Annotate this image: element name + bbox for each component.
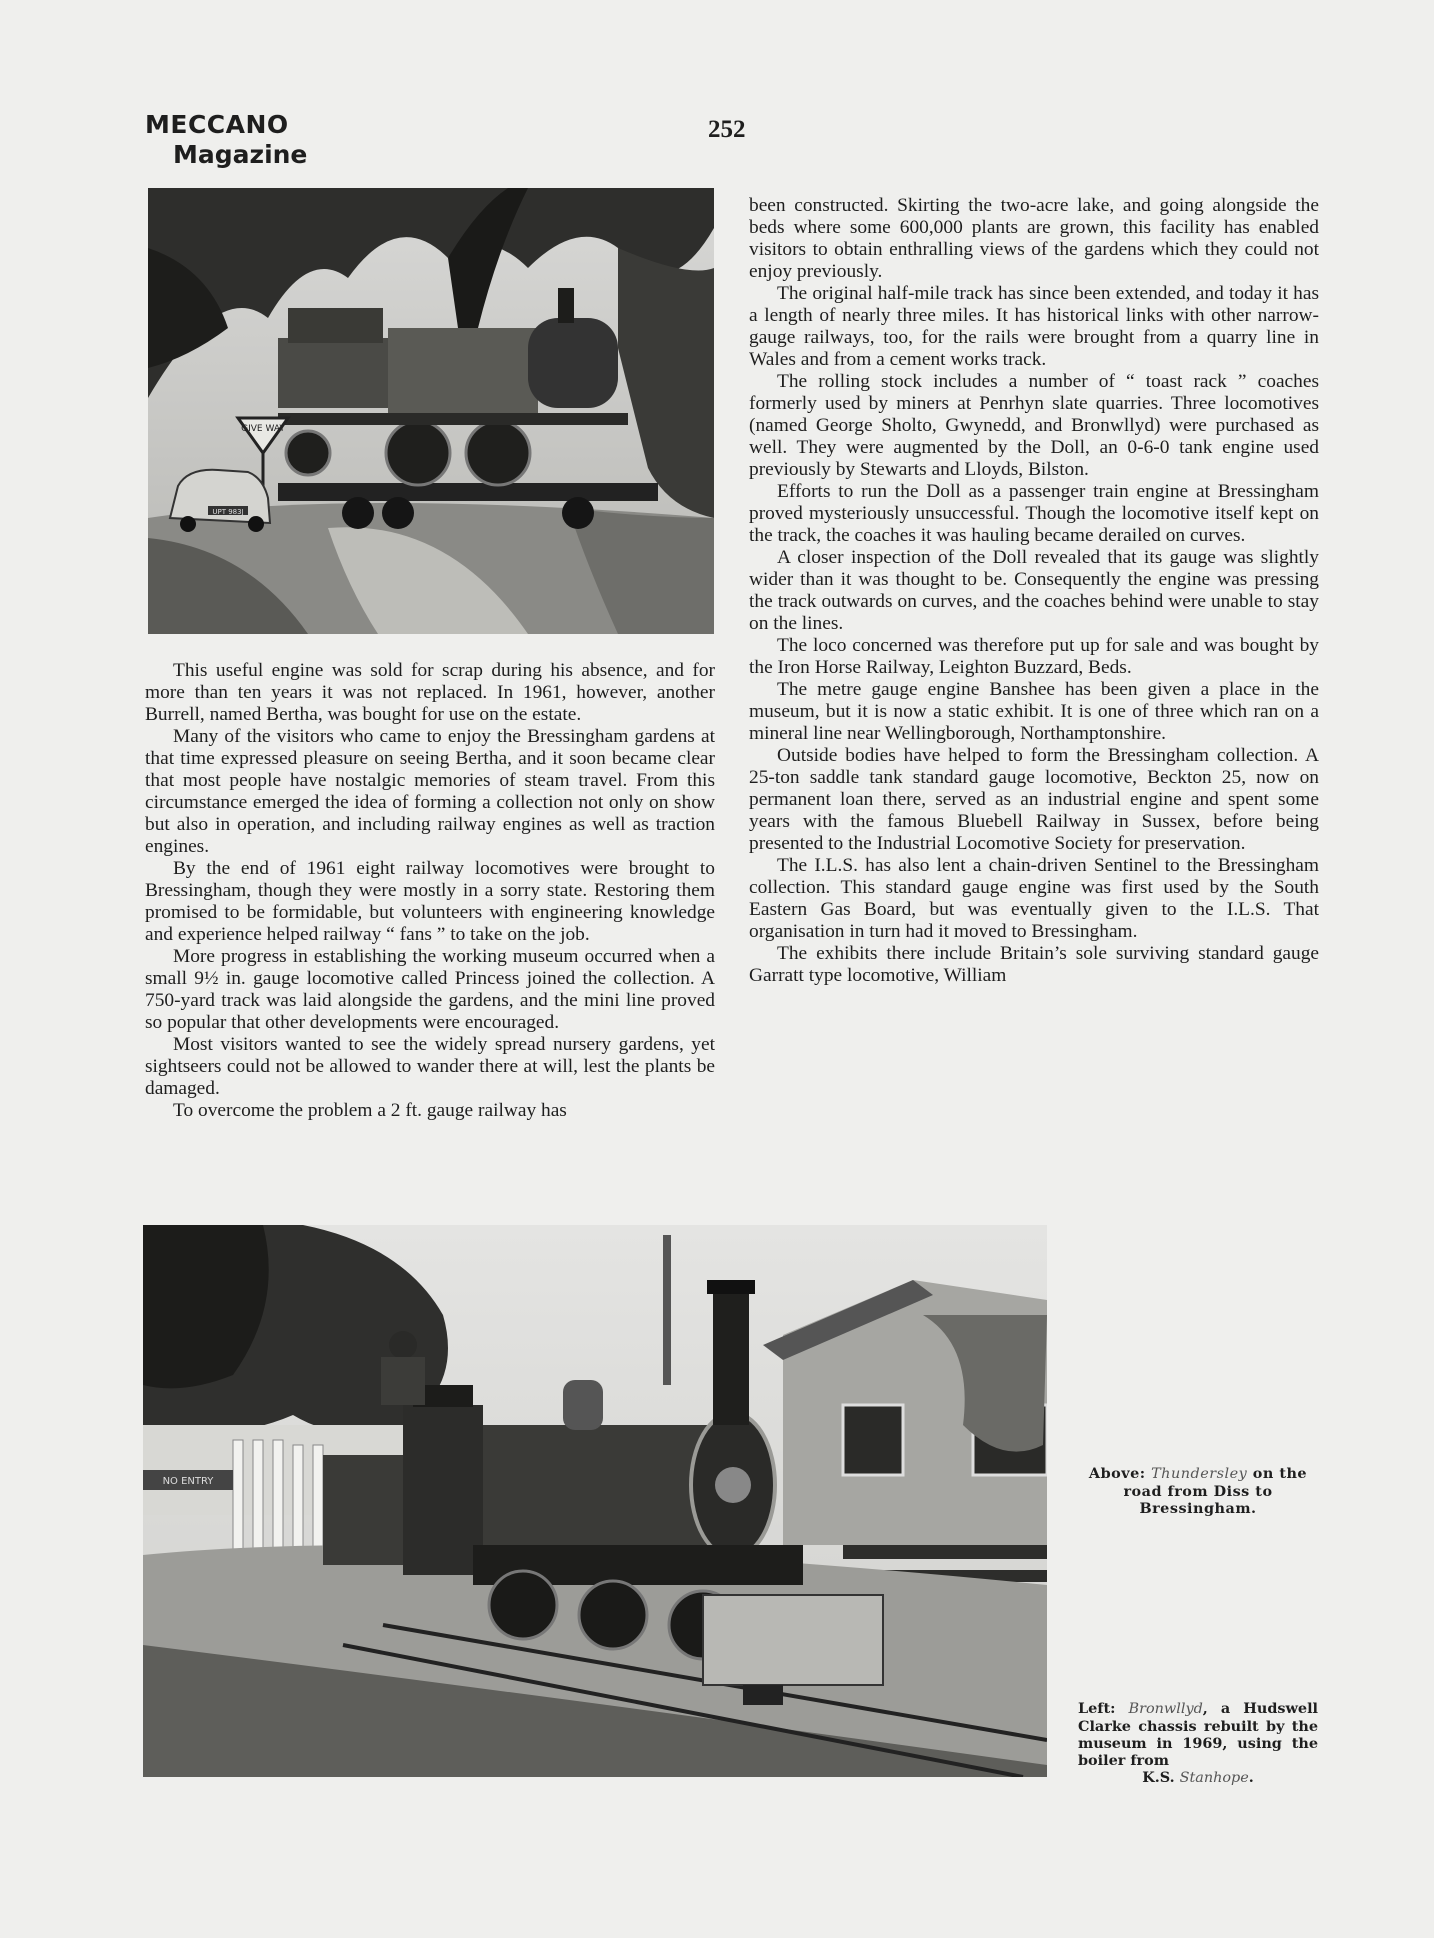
number-plate: UPT 983J [212,508,244,516]
paragraph: A closer inspection of the Doll revealed that its gauge was slightly wider than it was thought to be. Consequently the engine was pressing the track outwards on curves, and the coaches behind were unable to stay on the lines. [749,547,1319,634]
caption-left-last-name: Stanhope [1179,1770,1249,1786]
left-column [145,660,715,1122]
caption-above-prefix: Above: [1088,1465,1146,1482]
right-column [749,195,1319,987]
masthead-subtitle: Magazine [173,140,308,169]
no-entry-sign-text: NO ENTRY [162,1476,214,1487]
paragraph: been constructed. Skirting the two-acre lake, and going alongside the beds where some 600,000 plants are grown, this facility has enabled visitors to obtain enthralling views of the gardens which they could not enjoy previously. [749,195,1319,282]
caption-left-name: Bronwllyd [1128,1701,1203,1717]
caption-above-text: on the road from Diss to Bressingham. [1123,1465,1308,1517]
caption-left-last-prefix: K.S. [1142,1769,1175,1786]
paragraph: More progress in establishing the working museum occurred when a small 9½ in. gauge locomotive called Princess joined the collection. A 750-yard track was laid alongside the gardens, and the mini line proved so popular that other developments were encouraged. [145,946,715,1033]
paragraph: This useful engine was sold for scrap during his absence, and for more than ten years it was not replaced. In 1961, however, another Burrell, named Bertha, was bought for use on the estate. [145,660,715,725]
paragraph: By the end of 1961 eight railway locomotives were brought to Bressingham, though they were mostly in a sorry state. Restoring them promised to be formidable, but volunteers with engineering knowledge and experience helped railway “ fans ” to take on the job. [145,858,715,945]
paragraph: The exhibits there include Britain’s sole surviving standard gauge Garratt type locomotive, William [749,943,1319,986]
paragraph: The rolling stock includes a number of “ toast rack ” coaches formerly used by miners at Penrhyn slate quarries. Three locomotives (named George Sholto, Gwynedd, and Bronwllyd) were purchased as well. They were augmented by the Doll, an 0-6-0 tank engine used previously by Stewarts and Lloyds, Bilston. [749,371,1319,480]
paragraph: To overcome the problem a 2 ft. gauge railway has [173,1100,567,1121]
caption-left-last-line [1078,1769,1318,1787]
paragraph: Efforts to run the Doll as a passenger train engine at Bressingham proved mysteriously unsuccessful. Though the locomotive itself kept on the track, the coaches it was hauling became derailed on curves. [749,481,1319,546]
give-way-sign-text: GIVE WAY [241,424,285,434]
caption-above-name: Thundersley [1151,1466,1248,1482]
caption-left [1078,1700,1318,1787]
caption-left-prefix: Left: [1078,1700,1116,1717]
caption-left-text: , a Hudswell Clarke chassis rebuilt by the museum in 1969, using the boiler from [1078,1700,1318,1769]
paragraph: The I.L.S. has also lent a chain-driven Sentinel to the Bressingham collection. This standard gauge engine was first used by the South Eastern Gas Board, but was eventually given to the I.L.S. That organisation in turn had it moved to Bressingham. [749,855,1319,942]
photo-thundersley-on-road [148,188,714,634]
paragraph: Outside bodies have helped to form the Bressingham collection. A 25-ton saddle tank standard gauge locomotive, Beckton 25, now on permanent loan there, served as an industrial engine and spent some years with the famous Bluebell Railway in Sussex, before being presented to the Industrial Locomotive Society for preservation. [749,745,1319,854]
photo-bronwllyd-locomotive [143,1225,1047,1777]
paragraph: Most visitors wanted to see the widely spread nursery gardens, yet sightseers could not be allowed to wander there at will, lest the plants be damaged. [145,1034,715,1099]
paragraph: The original half-mile track has since been extended, and today it has a length of nearly three miles. It has historical links with other narrow-gauge railways, too, for the rails were brought from a quarry line in Wales and from a cement works track. [749,283,1319,370]
paragraph: Many of the visitors who came to enjoy the Bressingham gardens at that time expressed pleasure on seeing Bertha, and it soon became clear that most people have nostalgic memories of steam travel. From this circumstance emerged the idea of forming a collection not only on show but also in operation, and including railway engines as well as traction engines. [145,726,715,857]
masthead-title: MECCANO [145,110,289,139]
paragraph: The metre gauge engine Banshee has been given a place in the museum, but it is now a static exhibit. It is one of three which ran on a mineral line near Wellingborough, Northamptonshire. [749,679,1319,744]
caption-left-last-text: . [1248,1769,1254,1786]
page-number: 252 [708,116,746,143]
caption-above [1078,1465,1318,1517]
paragraph: The loco concerned was therefore put up for sale and was bought by the Iron Horse Railway, Leighton Buzzard, Beds. [749,635,1319,678]
masthead [145,112,307,167]
